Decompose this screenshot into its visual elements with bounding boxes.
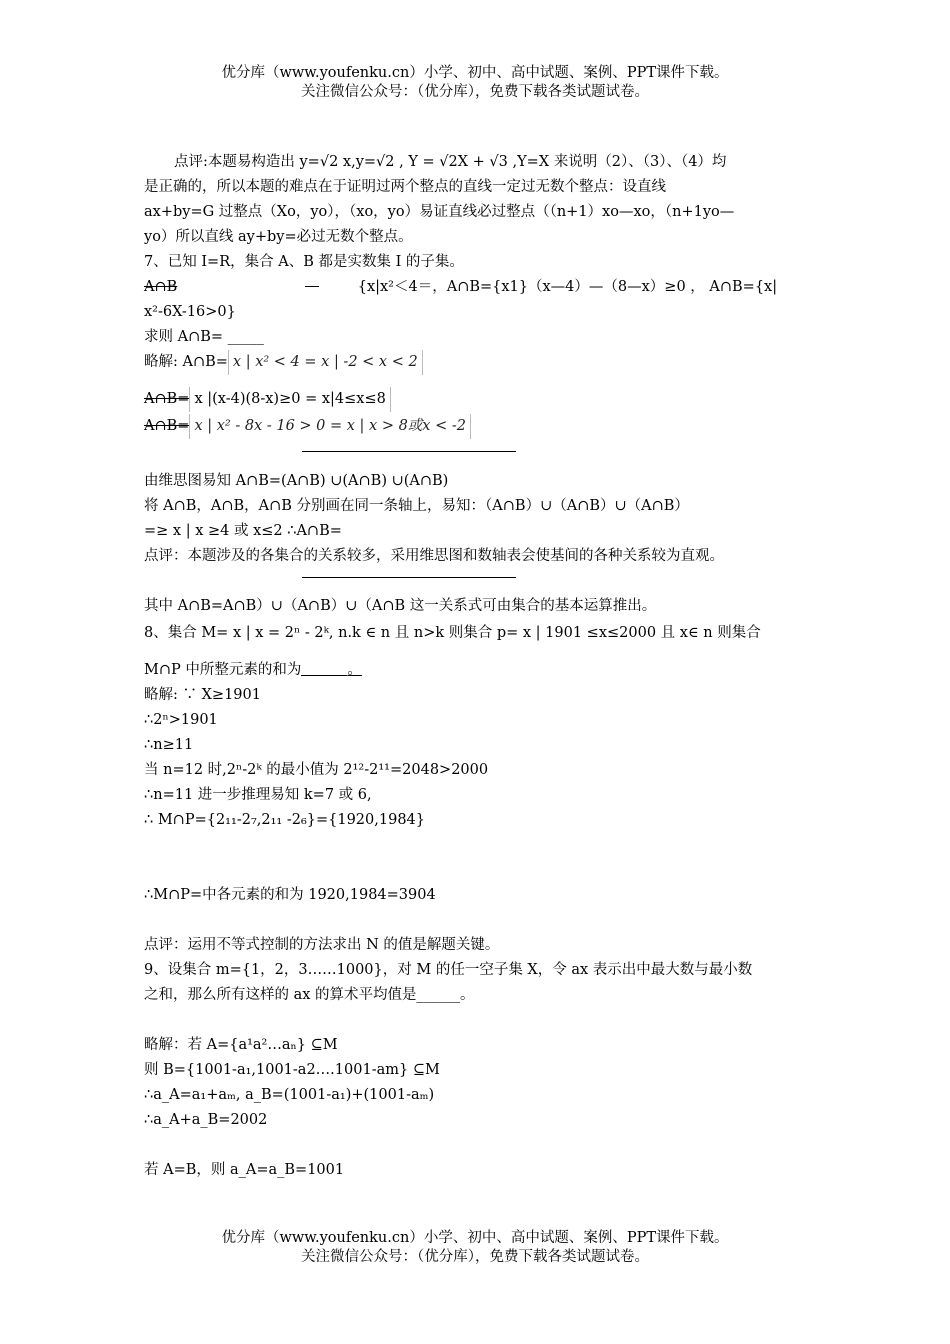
- q8-step-2: ∴2ⁿ>1901: [144, 712, 218, 728]
- q8-step-1: 略解: ∵ X≥1901: [144, 687, 261, 703]
- spacer: [144, 908, 808, 933]
- comment-paragraph-line-3: ax+by=G 过整点（Xo，yo），（xo，yo）易证直线必过整点（（n+1）xo—xo，（n+1yo—: [144, 204, 735, 220]
- q7-solution-2-set: x |(x-4)(8-x)≥0 = x|4≤x≤8: [189, 387, 390, 412]
- document-body: [144, 150, 808, 1183]
- spacer: [144, 1008, 808, 1033]
- q7-solution-1-set: x | x² < 4 = x | -2 < x < 2: [228, 350, 423, 375]
- comment-paragraph-line-1: 点评:本题易构造出 y=√2 x,y=√2 , Y = √2X + √3 ,Y=X 来说明（2）、（3）、（4）均: [174, 154, 727, 170]
- question-7-given: [144, 275, 808, 300]
- header-line-1: 优分库（www.youfenku.cn）小学、初中、高中试题、案例、PPT课件下载。: [221, 65, 729, 81]
- q7-venn: 由维思图易知 A∩B=(A∩B) ∪(A∩B) ∪(A∩B): [144, 473, 449, 489]
- q7-solution-3-set: x | x² - 8x - 16 > 0 = x | x > 8或x < -2: [189, 414, 471, 439]
- q8-title-2-text: M∩P 中所整元素的和为: [144, 662, 302, 678]
- q7-axis-line-1: 将 A∩B，A∩B，A∩B 分别画在同一条轴上，易知：（A∩B）∪（A∩B）∪（A∩B）: [144, 498, 689, 514]
- q7-axis-line-2: [144, 519, 808, 544]
- q8-answer-blank: [301, 661, 347, 676]
- comment-paragraph-line-4: yo）所以直线 ay+by=必过无数个整点。: [144, 229, 413, 245]
- q9-step-5: 若 A=B，则 a_A=a_B=1001: [144, 1162, 345, 1178]
- q7-relation: 其中 A∩B=A∩B）∪（A∩B）∪（A∩B 这一关系式可由集合的基本运算推出。: [144, 598, 657, 614]
- comment-paragraph-line-2: 是正确的，所以本题的难点在于证明过两个整点的直线一定过无数个整点：设直线: [144, 179, 666, 195]
- q8-step-3: ∴n≥11: [144, 737, 194, 753]
- q7-given-b: {x|x²＜4＝，A∩B={x1}（x—4）—（8—x）≥0 ， A∩B={x|: [357, 279, 778, 295]
- q7-rule-area-2: [144, 569, 808, 594]
- q7-solution-label: 略解: A∩B=: [144, 354, 228, 370]
- q7-given-c: x²-6X-16>0}: [144, 304, 236, 320]
- q7-axis-line-2-text: =≥ x | x ≥4 或 x≤2 ∴A∩B=: [144, 523, 342, 539]
- question-9-line-2: 之和，那么所有这样的 ax 的算术平均值是______。: [144, 987, 475, 1003]
- footer-line-2: 关注微信公众号：（优分库），免费下载各类试题试卷。: [301, 1249, 649, 1265]
- horizontal-rule: [302, 577, 516, 578]
- q8-comment: 点评：运用不等式控制的方法求出 N 的值是解题关键。: [144, 937, 500, 953]
- q8-step-6: ∴ M∩P={2₁₁-2₇,2₁₁ -2₆}={1920,1984}: [144, 812, 425, 828]
- question-8-title-2: [144, 658, 808, 683]
- q9-step-1: 略解：若 A={a¹a²…aₙ} ⊆M: [144, 1037, 338, 1053]
- horizontal-rule: [302, 451, 516, 452]
- q7-comment: 点评：本题涉及的各集合的关系较多，采用维思图和数轴表会使基间的各种关系较为直观。: [144, 548, 724, 564]
- q7-ask: 求则 A∩B= _____: [144, 329, 264, 345]
- header-line-2: 关注微信公众号：（优分库），免费下载各类试题试卷。: [301, 84, 649, 100]
- q8-step-4: 当 n=12 时,2ⁿ-2ᵏ 的最小值为 2¹²-2¹¹=2048>2000: [144, 762, 489, 778]
- q9-step-4: ∴a_A+a_B=2002: [144, 1112, 268, 1128]
- q7-solution-2: [144, 387, 808, 412]
- page-header: [0, 64, 950, 102]
- question-8-title: 8、集合 M= x | x = 2ⁿ - 2ᵏ, n.k ∈ n 且 n>k 则集合 p= x | 1901 ≤x≤2000 且 x∈ n 则集合: [144, 625, 761, 641]
- q7-rule-area-1: [144, 439, 808, 469]
- q8-step-7: ∴M∩P=中各元素的和为 1920,1984=3904: [144, 887, 436, 903]
- question-9-line-1: 9、设集合 m={1，2，3……1000}，对 M 的任一空子集 X，令 ax 表示出中最大数与最小数: [144, 962, 753, 978]
- spacer: [144, 833, 808, 883]
- q7-solution-2-label: A∩B=: [144, 391, 190, 407]
- question-7-title: 7、已知 I=R，集合 A、B 都是实数集 I 的子集。: [144, 254, 464, 270]
- q9-step-2: 则 B={1001-a₁,1001-a2….1001-am} ⊆M: [144, 1062, 440, 1078]
- page-footer: [0, 1229, 950, 1267]
- q7-solution-3-label: A∩B=: [144, 418, 190, 434]
- q8-title-2-end: 。: [347, 662, 362, 678]
- footer-line-1: 优分库（www.youfenku.cn）小学、初中、高中试题、案例、PPT课件下载。: [221, 1230, 729, 1246]
- spacer: [144, 1133, 808, 1158]
- q8-step-5: ∴n=11 进一步推理易知 k=7 或 6,: [144, 787, 372, 803]
- q7-given-a: A∩B: [144, 279, 178, 295]
- q7-solution-3: [144, 414, 808, 439]
- q7-solution-1: [144, 350, 808, 375]
- q9-step-3: ∴a_A=a₁+aₘ, a_B=(1001-a₁)+(1001-aₘ): [144, 1087, 435, 1103]
